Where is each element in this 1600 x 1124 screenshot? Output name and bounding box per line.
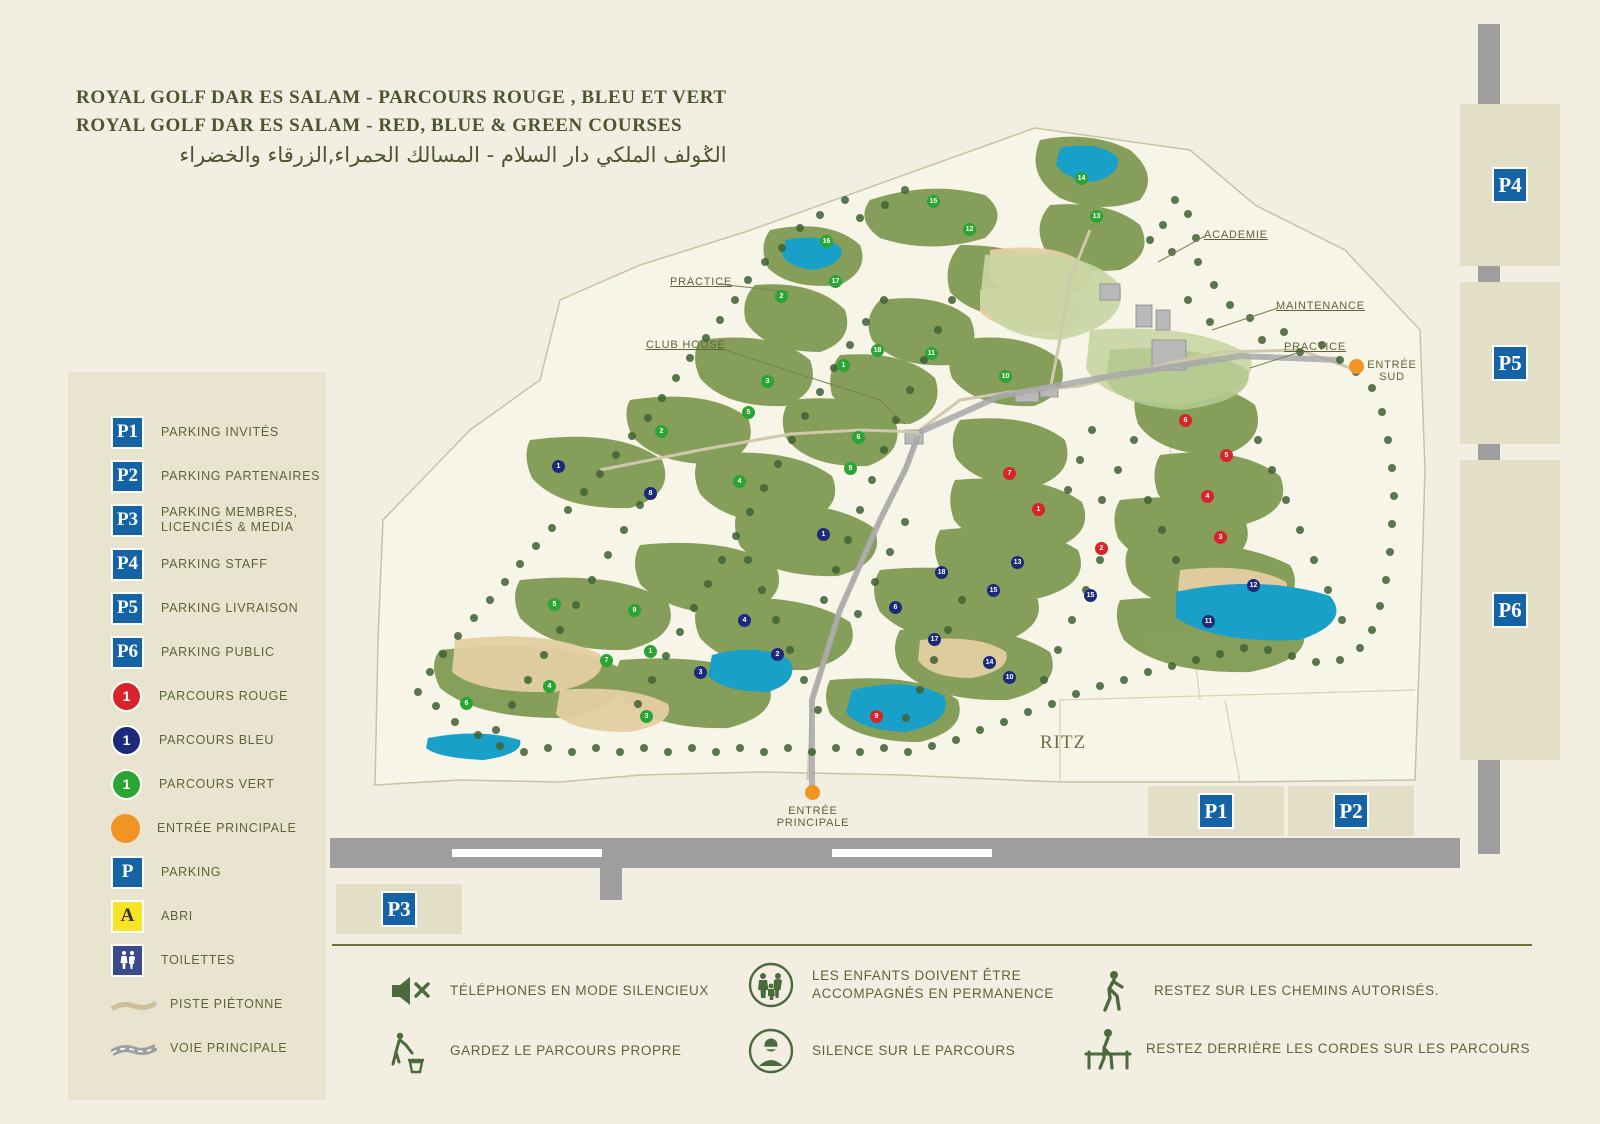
rule-mute-phone [386, 968, 716, 1014]
legend-item-footpath [68, 982, 326, 1026]
hole-marker: 1 [837, 359, 850, 372]
p6-icon: P6 [111, 636, 144, 669]
abri-icon: A [111, 900, 144, 933]
hole-marker: 11 [925, 347, 938, 360]
hole-marker: 17 [829, 275, 842, 288]
hole-marker: 4 [1201, 490, 1214, 503]
legend-label-p2: PARKING PARTENAIRES [161, 468, 321, 483]
rope-barrier-icon [1082, 1026, 1128, 1072]
legend-label-p6: PARKING PUBLIC [161, 644, 275, 659]
hole-marker: 6 [1179, 414, 1192, 427]
hole-marker: 1 [552, 460, 565, 473]
hole-marker: 4 [738, 614, 751, 627]
hole-marker: 7 [1003, 467, 1016, 480]
hole-marker: 3 [694, 666, 707, 679]
rule-litter [386, 1028, 716, 1074]
litter-bin-icon [386, 1028, 432, 1074]
annotation-academie: ACADEMIE [1204, 229, 1268, 241]
rule-text-ropes: RESTEZ DERRIÈRE LES CORDES SUR LES PARCOURS [1146, 1041, 1531, 1056]
legend-label-red-course: PARCOURS ROUGE [159, 688, 289, 703]
walking-icon [1090, 968, 1136, 1014]
title-french: ROYAL GOLF DAR ES SALAM - PARCOURS ROUGE , BLEU ET VERT [76, 87, 727, 108]
green-course-icon: 1 [111, 769, 142, 800]
hole-marker: 12 [963, 223, 976, 236]
hole-marker: 4 [543, 680, 556, 693]
p3-badge: P3 [381, 891, 417, 927]
hole-marker: 7 [600, 654, 613, 667]
annotation-entree-principale-line1: ENTRÉE [788, 805, 838, 817]
legend-label-p1: PARKING INVITÉS [161, 424, 279, 439]
hole-marker: 5 [742, 406, 755, 419]
legend-label-abri: ABRI [161, 908, 193, 923]
hole-marker: 13 [1090, 210, 1103, 223]
p1-badge: P1 [1198, 793, 1234, 829]
legend-item-parking[interactable] [68, 850, 326, 894]
legend-item-p6[interactable] [68, 630, 326, 674]
hole-marker: 15 [1084, 589, 1097, 602]
rule-text-litter: GARDEZ LE PARCOURS PROPRE [450, 1043, 682, 1058]
hole-marker: 2 [771, 648, 784, 661]
rule-text-children: LES ENFANTS DOIVENT ÊTRE ACCOMPAGNÉS EN PERMANENCE [812, 968, 1055, 1001]
legend-item-p2[interactable] [68, 454, 326, 498]
hole-marker: 18 [871, 344, 884, 357]
hole-marker: 3 [640, 710, 653, 723]
hole-marker: 9 [844, 462, 857, 475]
family-icon [748, 962, 794, 1008]
hole-marker: 2 [775, 290, 788, 303]
hole-marker: 10 [1003, 671, 1016, 684]
p5-badge: P5 [1492, 345, 1528, 381]
hole-marker: 1 [1032, 503, 1045, 516]
hole-marker: 4 [733, 475, 746, 488]
main-entrance-icon [111, 814, 140, 843]
p4-icon: P4 [111, 548, 144, 581]
legend-label-footpath: PISTE PIÉTONNE [170, 996, 284, 1011]
toilets-icon [111, 944, 144, 977]
legend-label-p3: PARKING MEMBRES, LICENCIÉS & MEDIA [161, 505, 298, 534]
hole-marker: 2 [1095, 542, 1108, 555]
hole-marker: 6 [852, 431, 865, 444]
rule-paths [1090, 968, 1540, 1014]
p1-icon: P1 [111, 416, 144, 449]
legend-item-abri[interactable] [68, 894, 326, 938]
entrance-main-dot [805, 785, 820, 800]
annotation-club-house: CLUB HOUSE [646, 339, 726, 351]
rule-silence [748, 1028, 1088, 1074]
hole-marker: 1 [644, 645, 657, 658]
legend-item-toilets[interactable] [68, 938, 326, 982]
annotation-ritz: RITZ [1040, 732, 1087, 753]
annotation-entree-principale-line2: PRINCIPALE [776, 817, 850, 829]
hole-marker: 15 [927, 195, 940, 208]
legend-item-red-course[interactable] [68, 674, 326, 718]
hole-marker: 13 [1011, 556, 1024, 569]
legend-label-main-road: VOIE PRINCIPALE [170, 1040, 288, 1055]
parking-icon: P [111, 856, 144, 889]
hole-marker: 16 [820, 235, 833, 248]
mute-phone-icon [386, 968, 432, 1014]
hole-marker: 10 [999, 370, 1012, 383]
rule-text-silence: SILENCE SUR LE PARCOURS [812, 1043, 1016, 1058]
hole-marker: 14 [1075, 172, 1088, 185]
hole-marker: 5 [1220, 449, 1233, 462]
p5-icon: P5 [111, 592, 144, 625]
annotation-entree-sud-line1: ENTRÉE [1367, 359, 1417, 371]
legend-label-p4: PARKING STAFF [161, 556, 268, 571]
annotation-entree-sud-line2: SUD [1379, 371, 1405, 383]
red-course-icon: 1 [111, 681, 142, 712]
rule-ropes [1082, 1026, 1542, 1072]
legend-label-green-course: PARCOURS VERT [159, 776, 275, 791]
hole-marker: 9 [870, 710, 883, 723]
hole-marker: 6 [889, 601, 902, 614]
footer-divider [332, 944, 1532, 946]
hole-marker: 3 [1214, 531, 1227, 544]
legend-item-p1[interactable] [68, 410, 326, 454]
title-arabic: الݣولف الملكي دار السلام - المسالك الحمراء,الزرقاء والخضراء [179, 143, 727, 167]
rule-text-mute-phone: TÉLÉPHONES EN MODE SILENCIEUX [450, 983, 709, 998]
hole-marker: 5 [548, 598, 561, 611]
annotation-practice-left: PRACTICE [670, 276, 733, 288]
hole-marker: 18 [935, 566, 948, 579]
legend-item-main-entrance[interactable] [68, 806, 326, 850]
hole-marker: 12 [1247, 579, 1260, 592]
p4-badge: P4 [1492, 167, 1528, 203]
annotation-practice-right: PRACTICE [1284, 341, 1347, 353]
hole-marker: 15 [987, 584, 1000, 597]
title-english: ROYAL GOLF DAR ES SALAM - RED, BLUE & GREEN COURSES [76, 115, 683, 136]
rule-children [748, 962, 1108, 1008]
hole-marker: 9 [628, 604, 641, 617]
main-road-icon [111, 1042, 153, 1054]
hole-marker: 17 [928, 633, 941, 646]
legend-item-main-road [68, 1026, 326, 1070]
silence-icon [748, 1028, 794, 1074]
p6-badge: P6 [1492, 592, 1528, 628]
legend-item-p3[interactable] [68, 498, 326, 542]
rule-text-paths: RESTEZ SUR LES CHEMINS AUTORISÉS. [1154, 983, 1440, 998]
hole-marker: 3 [761, 375, 774, 388]
p2-badge: P2 [1333, 793, 1369, 829]
legend-label-main-entrance: ENTRÉE PRINCIPALE [157, 820, 297, 835]
legend-item-p5[interactable] [68, 586, 326, 630]
hole-marker: 2 [655, 425, 668, 438]
annotation-maintenance: MAINTENANCE [1276, 300, 1365, 312]
legend-item-blue-course[interactable] [68, 718, 326, 762]
hole-marker: 1 [817, 528, 830, 541]
hole-marker: 11 [1202, 615, 1215, 628]
legend-label-p5: PARKING LIVRAISON [161, 600, 299, 615]
legend-item-green-course[interactable] [68, 762, 326, 806]
blue-course-icon: 1 [111, 725, 142, 756]
legend-panel [68, 372, 326, 1100]
p2-icon: P2 [111, 460, 144, 493]
footpath-icon [111, 998, 153, 1010]
hole-marker: 6 [460, 697, 473, 710]
p3-icon: P3 [111, 504, 144, 537]
legend-label-parking: PARKING [161, 864, 222, 879]
legend-item-p4[interactable] [68, 542, 326, 586]
hole-marker: 14 [983, 656, 996, 669]
legend-label-blue-course: PARCOURS BLEU [159, 732, 275, 747]
hole-marker: 8 [644, 487, 657, 500]
legend-label-toilets: TOILETTES [161, 952, 236, 967]
